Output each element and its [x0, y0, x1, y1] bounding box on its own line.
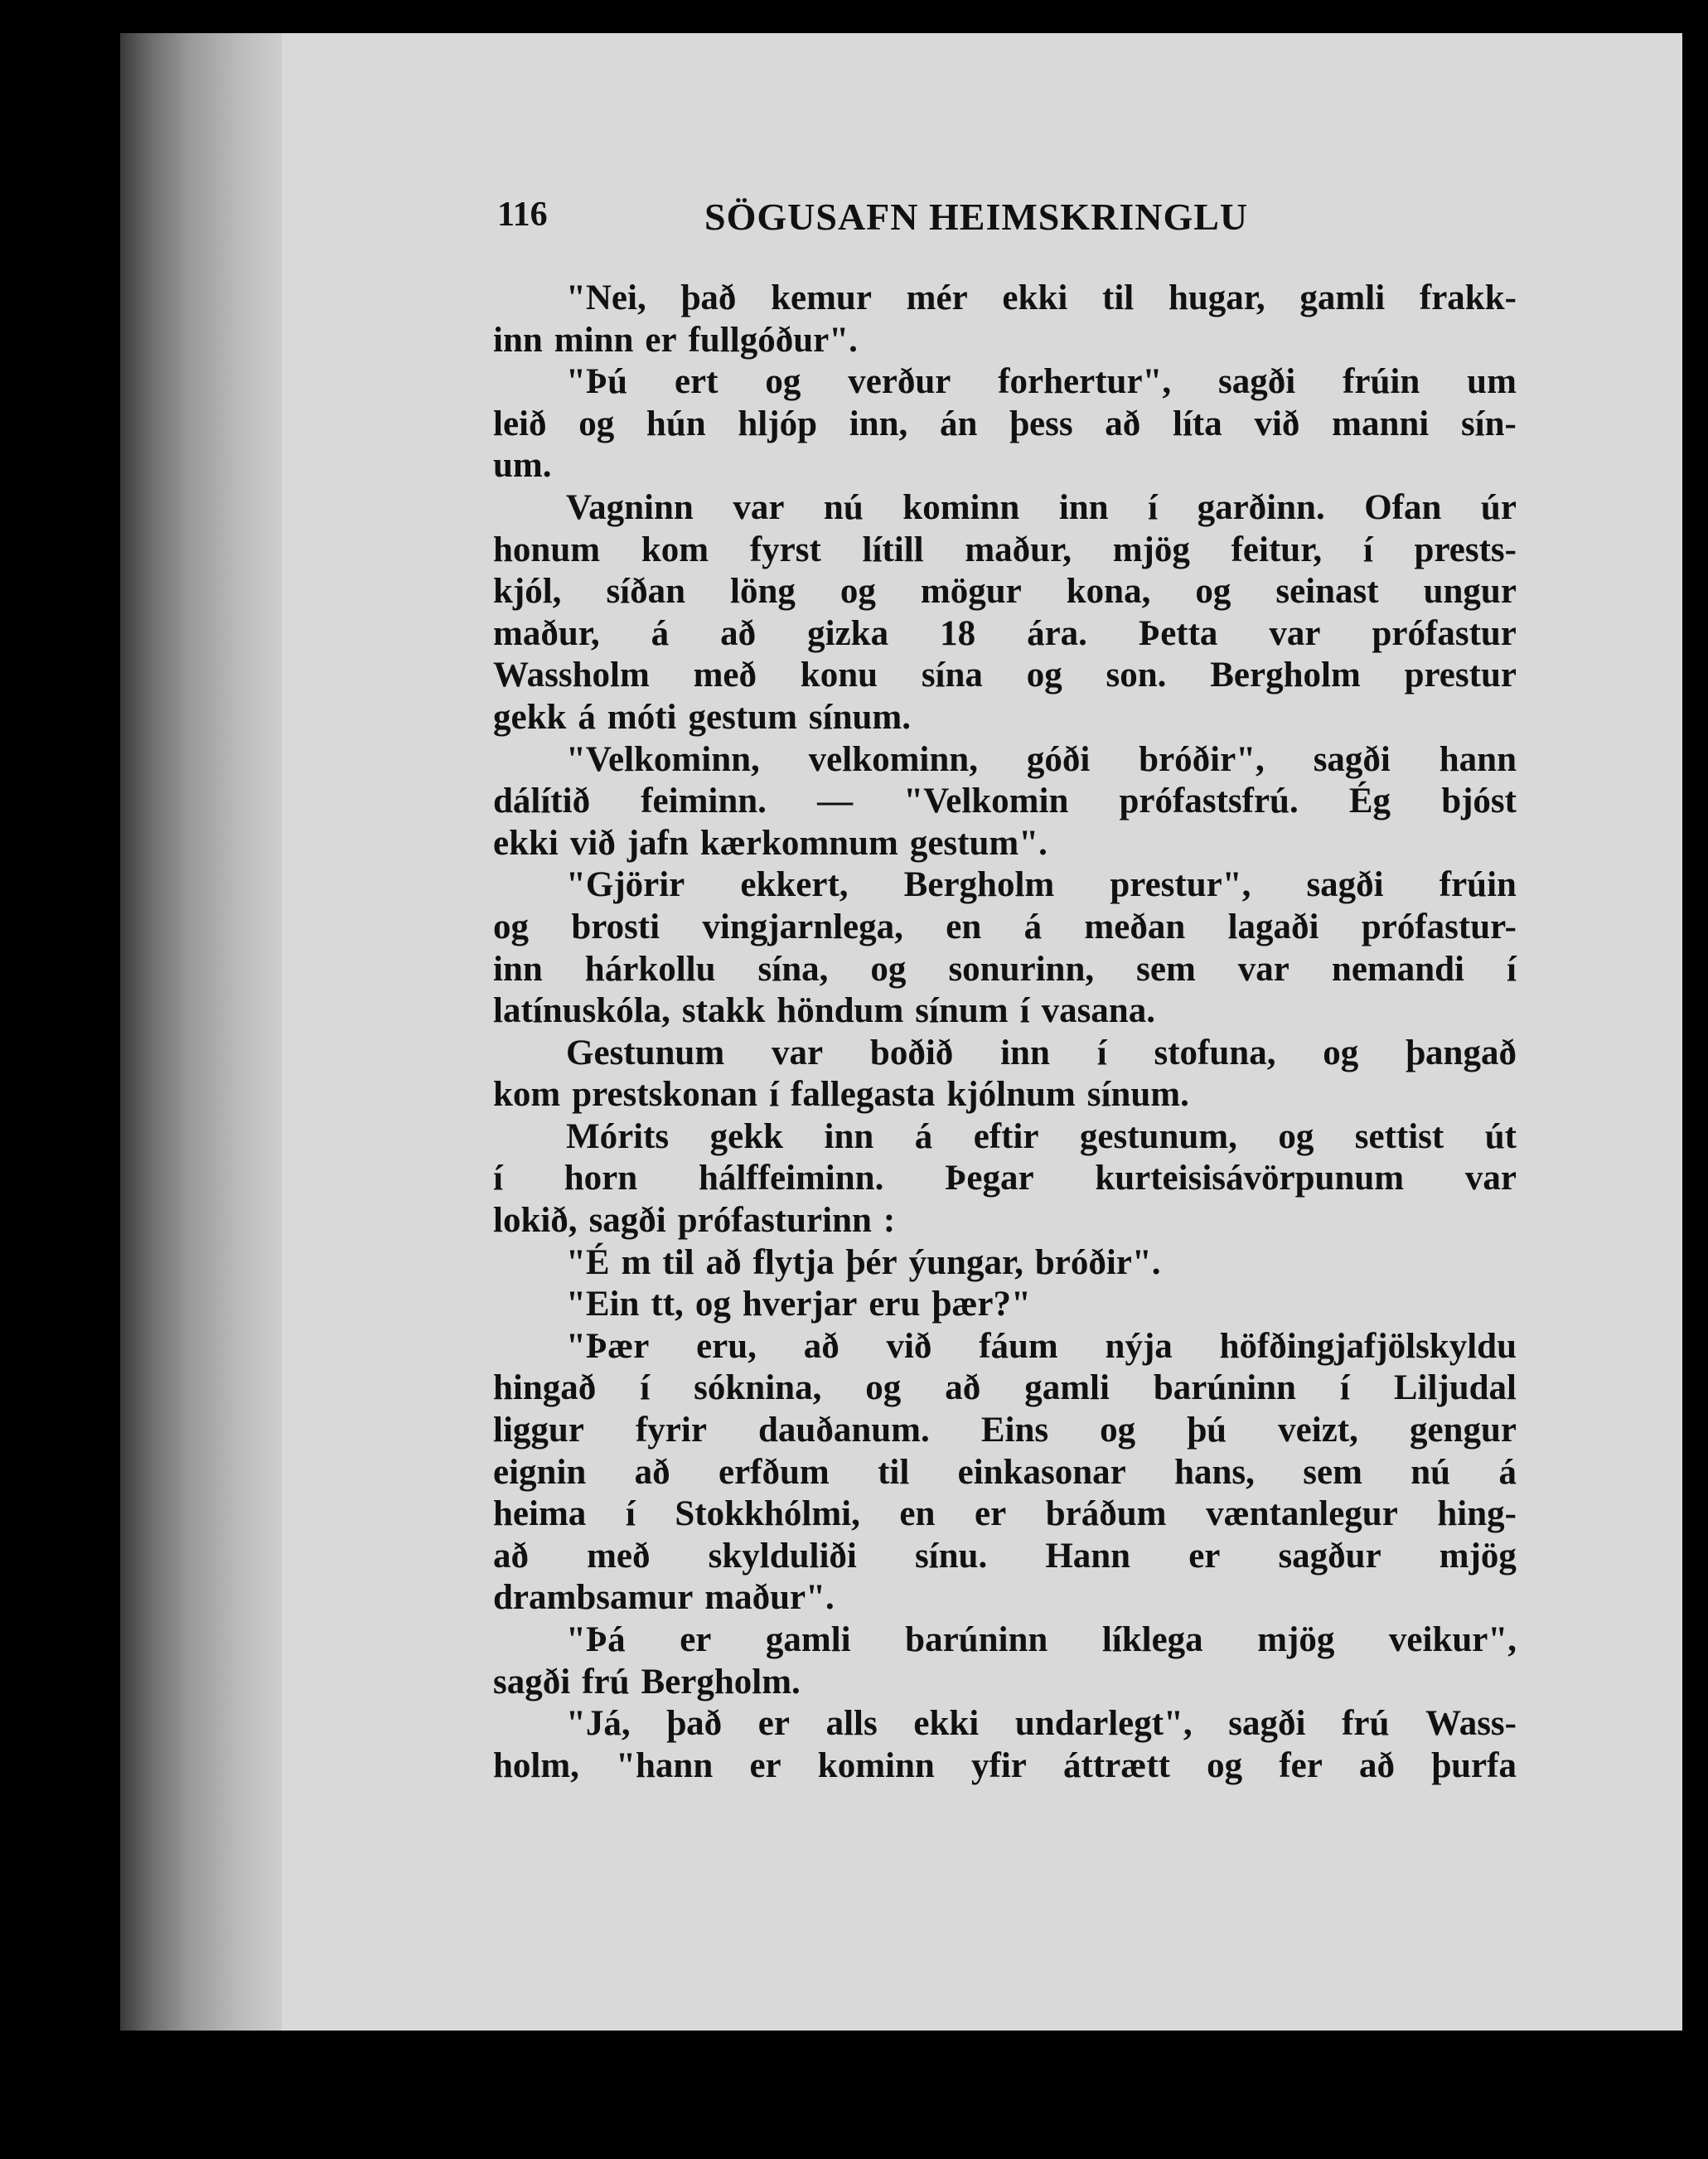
text-line: um. — [493, 446, 552, 486]
text-line: "É m til að flytja þér ýungar, bróðir". — [566, 1242, 1161, 1282]
page-header — [497, 195, 1359, 253]
text-line: inn hárkollu sína, og sonurinn, sem var nemandi í — [493, 949, 1517, 989]
text-line: latínuskóla, stakk höndum sínum í vasana. — [493, 991, 1155, 1031]
text-line: Wassholm með konu sína og son. Bergholm prestur — [493, 656, 1517, 695]
text-line: heima í Stokkhólmi, en er bráðum væntanlegur hing- — [493, 1494, 1517, 1534]
text-line: "Já, það er alls ekki undarlegt", sagði frú Wass- — [566, 1704, 1517, 1744]
book-binding-edge — [120, 33, 294, 2031]
text-line: dálítið feiminn. — "Velkomin prófastsfrú. Ég bjóst — [493, 782, 1517, 821]
text-line: gekk á móti gestum sínum. — [493, 697, 911, 737]
text-line: lokið, sagði prófasturinn : — [493, 1201, 896, 1241]
text-line: Mórits gekk inn á eftir gestunum, og settist út — [566, 1116, 1517, 1156]
text-line: honum kom fyrst lítill maður, mjög feitur, í prests- — [493, 530, 1517, 569]
text-line: ekki við jafn kærkomnum gestum". — [493, 823, 1048, 863]
text-line: "Velkominn, velkominn, góði bróðir", sagði hann — [566, 739, 1517, 779]
text-line: sagði frú Bergholm. — [493, 1662, 801, 1702]
body-text — [493, 278, 1517, 1787]
text-line: hingað í sóknina, og að gamli barúninn í Liljudal — [493, 1368, 1517, 1408]
text-line: "Þær eru, að við fáum nýja höfðingjafjölskyldu — [566, 1326, 1517, 1366]
text-line: "Þú ert og verður forhertur", sagði frúin um — [566, 362, 1517, 402]
text-line: inn minn er fullgóður". — [493, 320, 858, 360]
text-line: holm, "hann er kominn yfir áttrætt og fer að þurfa — [493, 1745, 1517, 1785]
text-line: "Ein tt, og hverjar eru þær?" — [566, 1285, 1031, 1324]
text-line: kom prestskonan í fallegasta kjólnum sínum. — [493, 1075, 1189, 1115]
text-line: Vagninn var nú kominn inn í garðinn. Ofan úr — [566, 487, 1517, 527]
text-line: Gestunum var boðið inn í stofuna, og þangað — [566, 1033, 1517, 1072]
text-line: liggur fyrir dauðanum. Eins og þú veizt, gengur — [493, 1411, 1517, 1450]
text-line: drambsamur maður". — [493, 1578, 835, 1618]
text-line: í horn hálffeiminn. Þegar kurteisisávörpunum var — [493, 1159, 1517, 1198]
text-line: og brosti vingjarnlega, en á meðan lagaði prófastur- — [493, 907, 1517, 946]
running-head: SÖGUSAFN HEIMSKRINGLU — [704, 196, 1249, 238]
text-line: "Gjörir ekkert, Bergholm prestur", sagði frúin — [566, 865, 1517, 905]
text-line: að með skylduliði sínu. Hann er sagður mjög — [493, 1536, 1517, 1576]
text-line: "Þá er gamli barúninn líklega mjög veikur", — [566, 1620, 1517, 1659]
text-line: kjól, síðan löng og mögur kona, og seinast ungur — [493, 572, 1517, 612]
page-number: 116 — [497, 196, 548, 234]
text-line: "Nei, það kemur mér ekki til hugar, gamli frakk- — [566, 278, 1517, 317]
text-line: maður, á að gizka 18 ára. Þetta var prófastur — [493, 613, 1517, 653]
text-line: eignin að erfðum til einkasonar hans, sem nú á — [493, 1452, 1517, 1492]
text-line: leið og hún hljóp inn, án þess að líta við manni sín- — [493, 404, 1517, 443]
